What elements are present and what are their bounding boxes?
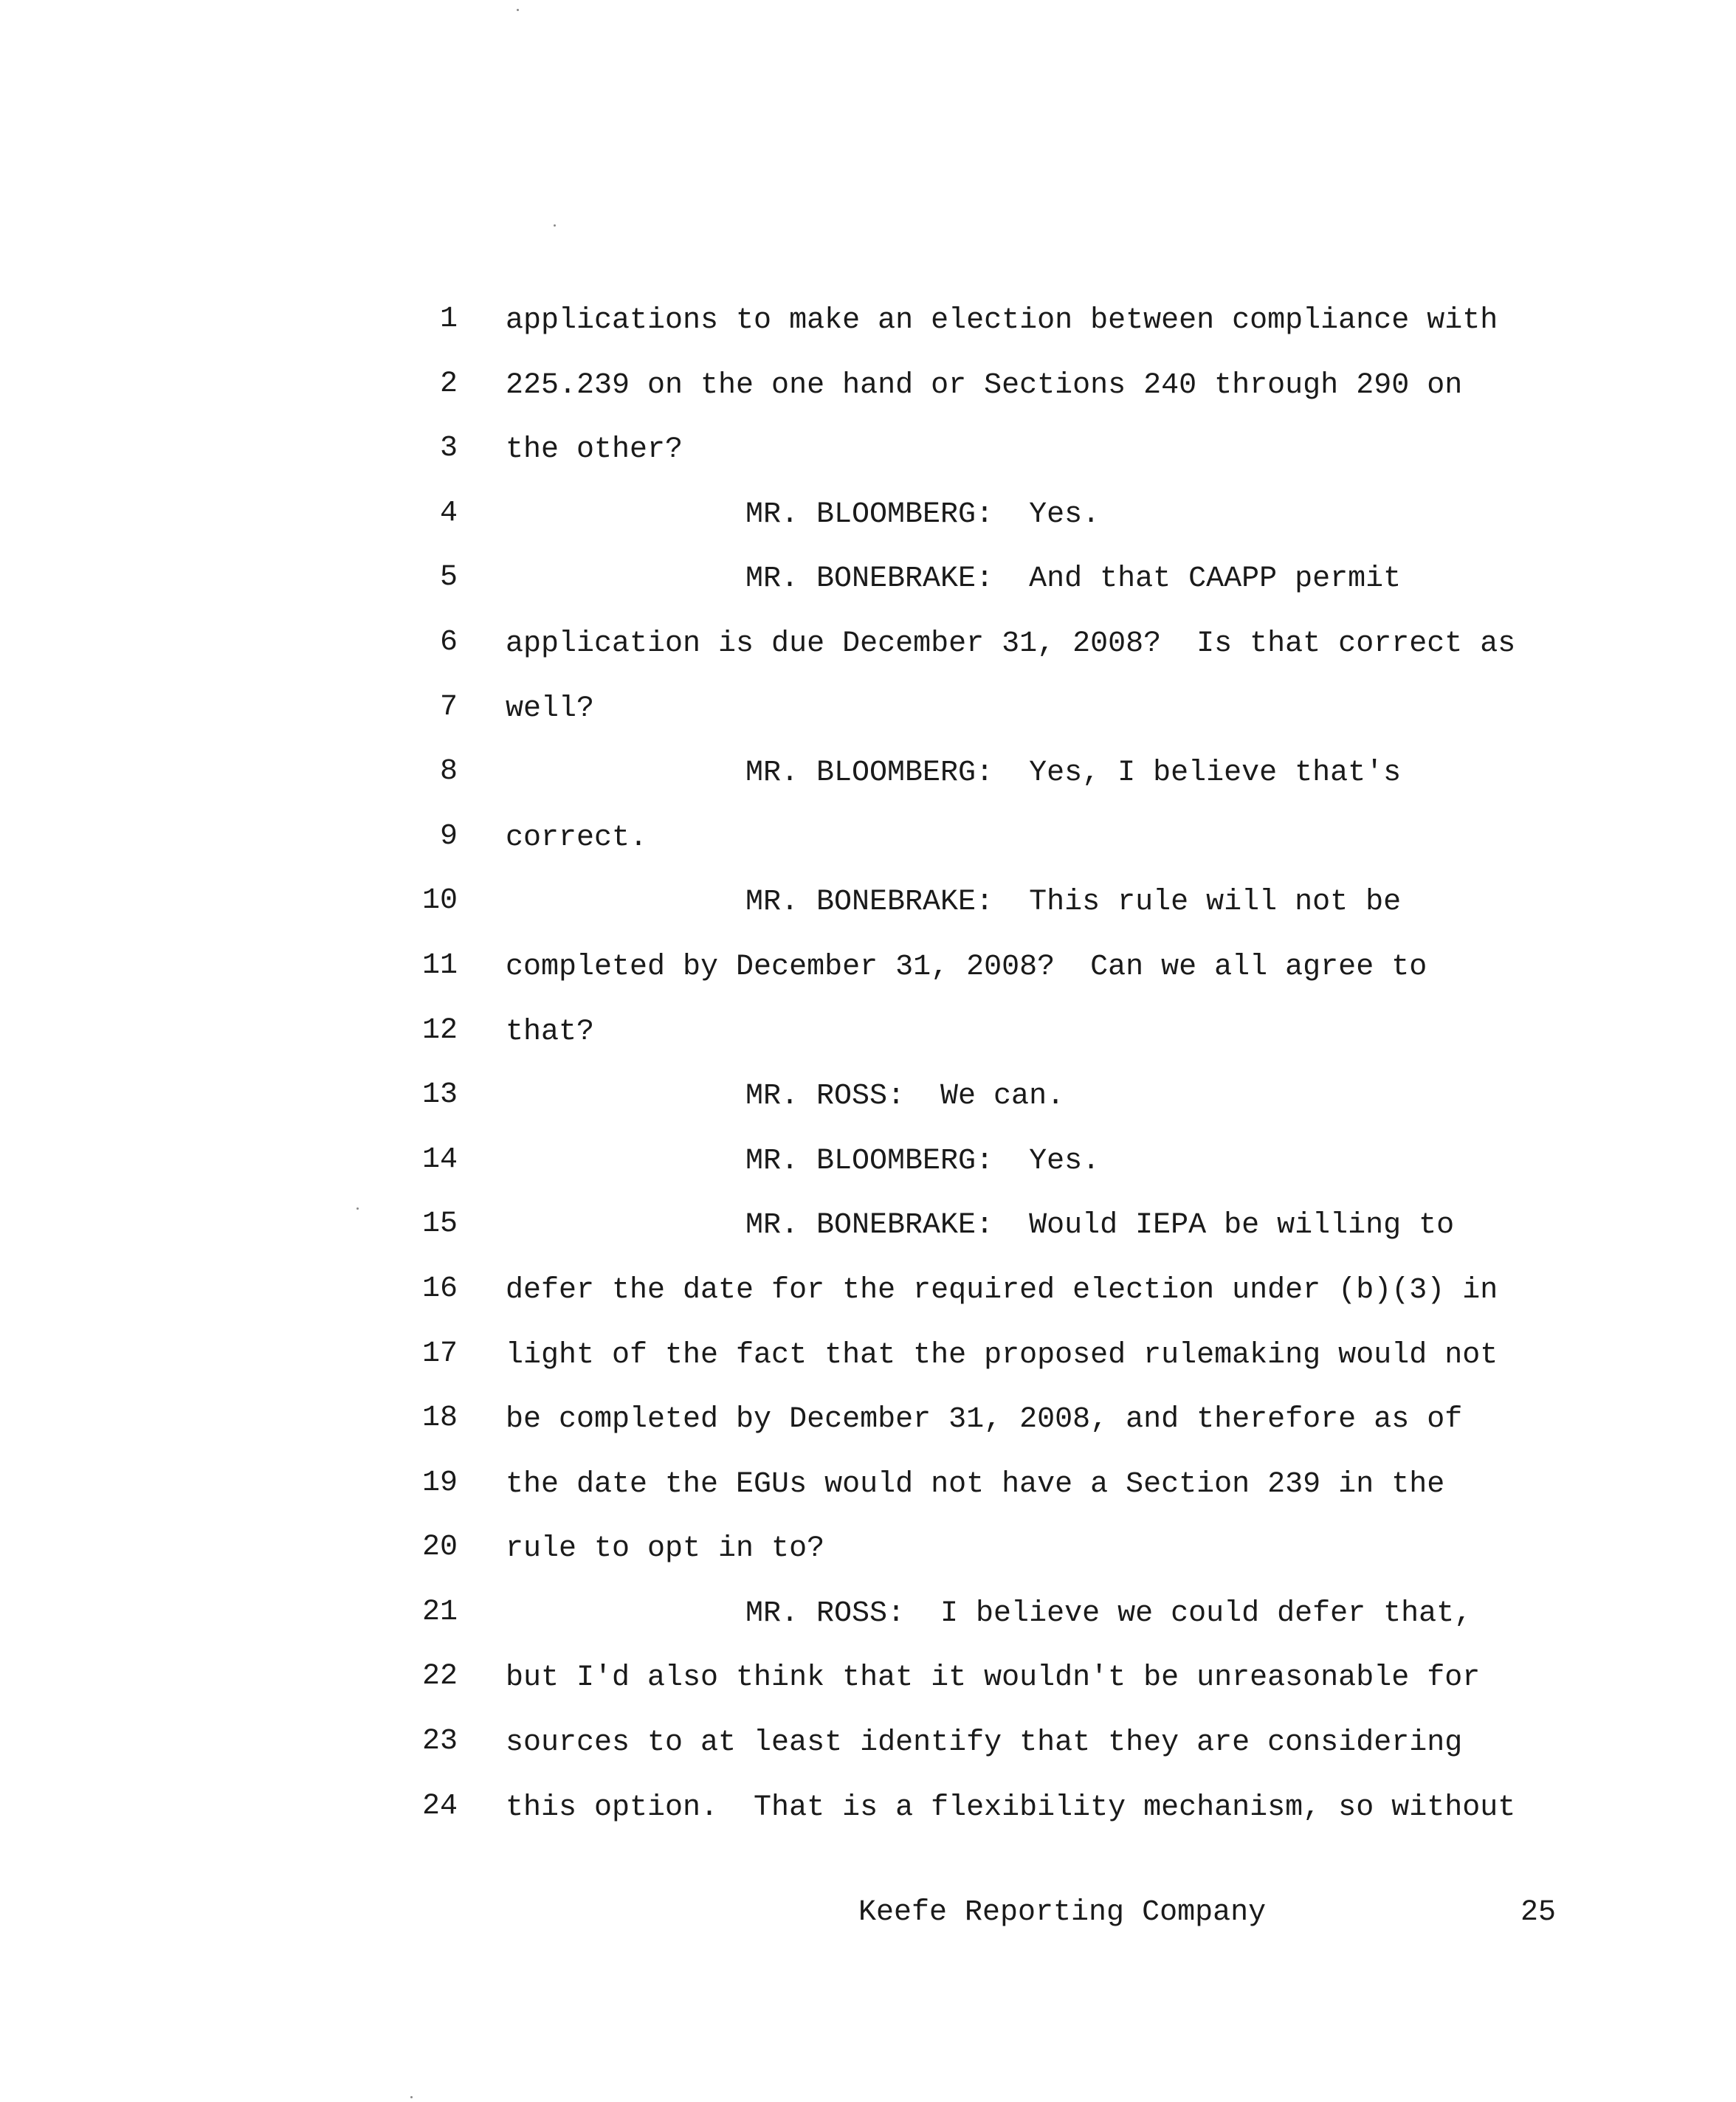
scan-speck [517,9,519,11]
transcript-line [399,883,1594,948]
line-text: MR. BLOOMBERG: Yes. [745,1144,1100,1178]
line-text: MR. ROSS: We can. [745,1080,1065,1114]
transcript-line [399,1336,1594,1401]
line-text: the other? [506,433,683,467]
line-text: this option. That is a flexibility mechanism, so without [506,1791,1516,1824]
line-text: 225.239 on the one hand or Sections 240 through 290 on [506,368,1463,402]
line-number: 9 [439,819,458,853]
line-text: MR. BONEBRAKE: Would IEPA be willing to [745,1209,1455,1243]
line-text: MR. BONEBRAKE: This rule will not be [745,886,1402,920]
transcript-line [399,559,1594,624]
line-number: 12 [421,1013,458,1047]
line-text: application is due December 31, 2008? Is that correct as [506,627,1516,661]
line-text: MR. BLOOMBERG: Yes. [745,497,1100,531]
reporting-company-name: Keefe Reporting Company [858,1896,1267,1929]
line-text: be completed by December 31, 2008, and therefore as of [506,1403,1463,1437]
line-number: 4 [439,496,458,530]
line-number: 21 [421,1595,458,1629]
line-number: 2 [439,367,458,401]
line-number: 15 [421,1207,458,1241]
line-text: completed by December 31, 2008? Can we all agree to [506,950,1427,984]
transcript-line [399,819,1594,883]
transcript-line [399,301,1594,366]
line-number: 7 [439,690,458,724]
line-text: the date the EGUs would not have a Section 239 in the [506,1467,1445,1501]
transcript-line [399,430,1594,495]
line-number: 3 [439,432,458,466]
line-number: 14 [421,1143,458,1176]
transcript-line [399,689,1594,754]
line-text: applications to make an election between compliance with [506,304,1498,337]
line-text: rule to opt in to? [506,1532,825,1566]
transcript-line [399,948,1594,1013]
transcript-line [399,624,1594,689]
transcript-line [399,1142,1594,1207]
transcript-line [399,1271,1594,1336]
line-text: but I'd also think that it wouldn't be unreasonable for [506,1661,1481,1695]
line-text: MR. ROSS: I believe we could defer that, [745,1596,1472,1630]
transcript-line [399,1788,1594,1853]
line-number: 22 [421,1660,458,1694]
page-number: 25 [1520,1896,1557,1929]
transcript-line [399,366,1594,431]
line-text: that? [506,1015,595,1049]
line-number: 8 [439,755,458,789]
line-text: sources to at least identify that they are considering [506,1726,1463,1760]
transcript-line [399,1723,1594,1788]
transcript-line [399,1013,1594,1078]
line-number: 17 [421,1337,458,1371]
page-footer [0,1895,1736,1939]
line-text: well? [506,692,595,726]
line-text: light of the fact that the proposed rulemaking would not [506,1338,1498,1372]
line-number: 5 [439,561,458,595]
transcript-line [399,1594,1594,1659]
line-number: 11 [421,948,458,982]
scan-speck [356,1207,359,1210]
transcript-line [399,1529,1594,1594]
line-number: 1 [439,303,458,336]
transcript-line [399,495,1594,560]
line-number: 24 [421,1789,458,1823]
transcript-body [399,301,1594,1853]
scan-speck [554,224,556,227]
line-number: 10 [421,884,458,918]
transcript-line [399,754,1594,819]
line-number: 19 [421,1466,458,1500]
line-number: 20 [421,1531,458,1565]
line-text: defer the date for the required election under (b)(3) in [506,1273,1498,1307]
scan-speck [410,2096,413,2098]
line-number: 13 [421,1078,458,1112]
line-number: 23 [421,1725,458,1759]
transcript-line [399,1400,1594,1465]
line-number: 6 [439,625,458,659]
transcript-line [399,1206,1594,1271]
line-number: 16 [421,1272,458,1306]
line-text: correct. [506,821,648,855]
line-text: MR. BLOOMBERG: Yes, I believe that's [745,757,1402,790]
line-number: 18 [421,1402,458,1436]
transcript-line [399,1465,1594,1530]
transcript-line [399,1658,1594,1723]
line-text: MR. BONEBRAKE: And that CAAPP permit [745,562,1402,596]
transcript-line [399,1077,1594,1142]
